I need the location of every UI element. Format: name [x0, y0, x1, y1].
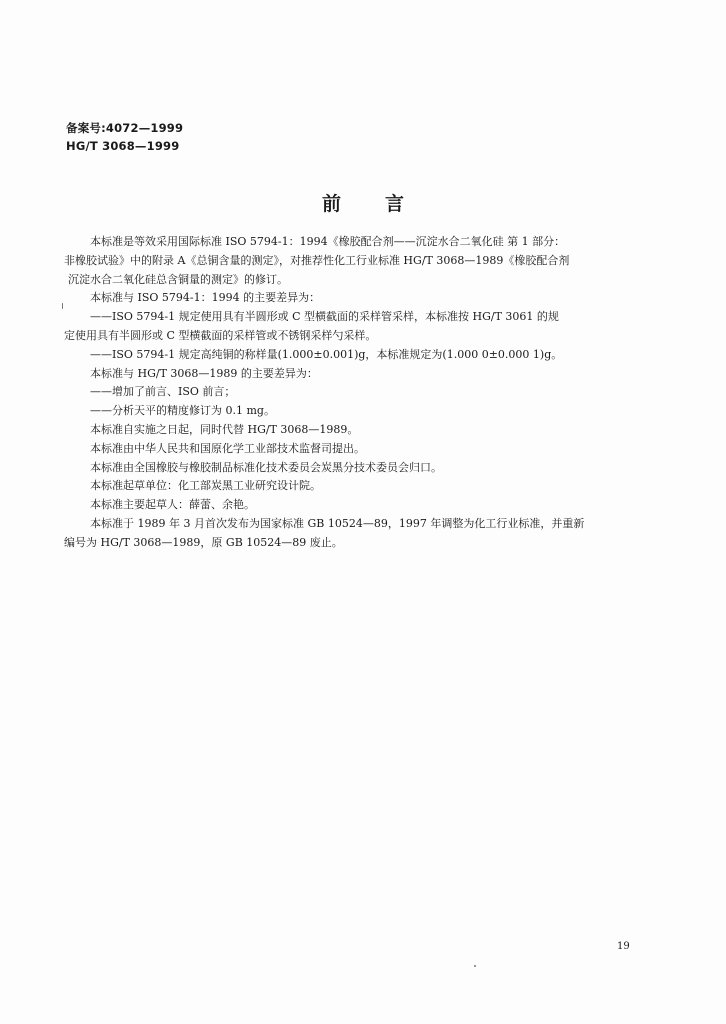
- paragraph-line: 本标准由中华人民共和国原化学工业部技术监督司提出。: [90, 441, 365, 455]
- paragraph-line: 本标准主要起草人：薛蕾、余艳。: [90, 498, 255, 512]
- paragraph-line: ——增加了前言、ISO 前言；: [90, 385, 236, 399]
- paragraph-line: 非橡胶试验》中的附录 A《总铜含量的测定》，对推荐性化工行业标准 HG/T 3068—1989《橡胶配合剂: [64, 253, 570, 267]
- page-number: 19: [617, 941, 630, 952]
- paragraph-line: 沉淀水合二氧化硅总含铜量的测定》的修订。: [68, 272, 288, 286]
- paragraph-line: 本标准自实施之日起，同时代替 HG/T 3068—1989。: [90, 422, 359, 436]
- paragraph-line: ——ISO 5794-1 规定使用具有半圆形或 C 型横截面的采样管采样，本标准按 HG/T 3061 的规: [90, 310, 559, 324]
- paragraph-line: ——分析天平的精度修订为 0.1 mg。: [90, 404, 275, 418]
- record-number: 备案号:4072—1999: [66, 121, 184, 135]
- paragraph-line: ——ISO 5794-1 规定高纯铜的称样量(1.000±0.001)g，本标准规定为(1.000 0±0.000 1)g。: [90, 347, 563, 361]
- paragraph-line: 本标准于 1989 年 3 月首次发布为国家标准 GB 10524—89，1997 年调整为化工行业标准，并重新: [90, 516, 585, 530]
- document-header: [66, 119, 183, 155]
- paragraph-line: 编号为 HG/T 3068—1989，原 GB 10524—89 废止。: [64, 535, 343, 549]
- scan-speck: [474, 965, 476, 967]
- foreword-body: [64, 233, 644, 553]
- section-title: 前言: [321, 193, 448, 215]
- paragraph-line: 本标准起草单位：化工部炭黑工业研究设计院。: [90, 479, 321, 493]
- paragraph-line: 定使用具有半圆形或 C 型横截面的采样管或不锈钢采样勺采样。: [64, 328, 377, 342]
- paragraph-line: 本标准与 HG/T 3068—1989 的主要差异为：: [90, 366, 318, 380]
- scan-speck: [62, 303, 63, 309]
- paragraph-line: 本标准与 ISO 5794-1：1994 的主要差异为：: [90, 291, 321, 305]
- paragraph-line: 本标准由全国橡胶与橡胶制品标准化技术委员会炭黑分技术委员会归口。: [90, 460, 442, 474]
- paragraph-line: 本标准是等效采用国际标准 ISO 5794-1：1994《橡胶配合剂——沉淀水合二氧化硅 第 1 部分：: [90, 235, 566, 248]
- standard-code: HG/T 3068—1999: [66, 139, 180, 153]
